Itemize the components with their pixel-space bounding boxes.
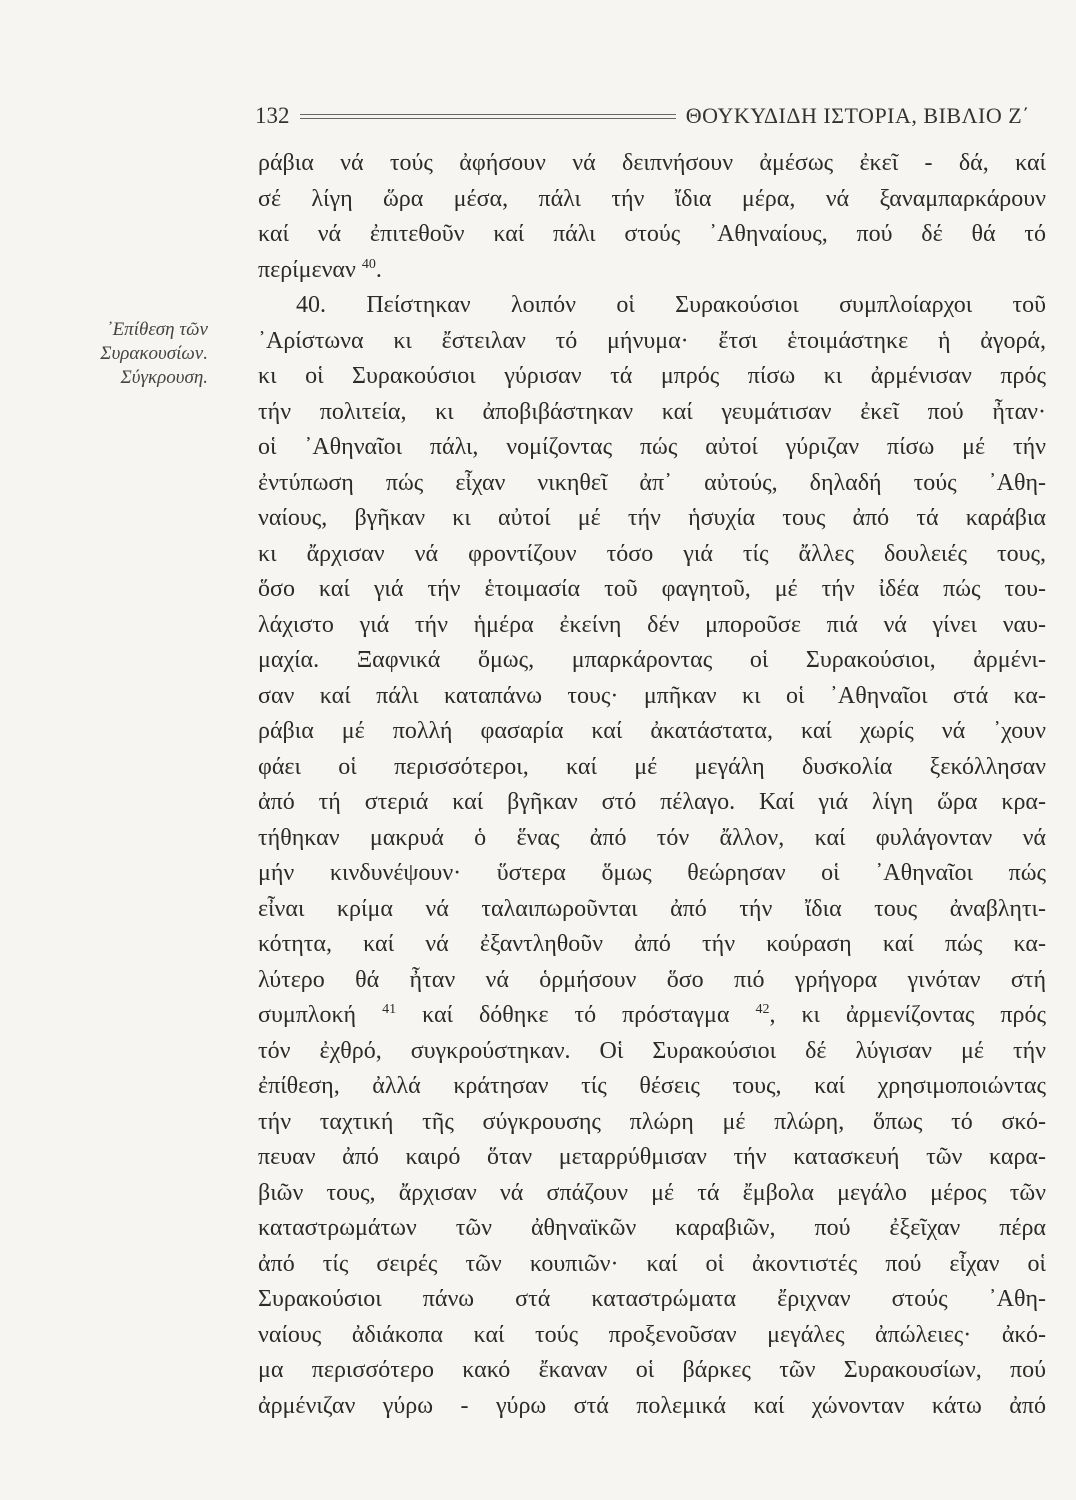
text-line: ἐντύπωση πώς εἶχαν νικηθεῖ ἀπ᾿ αὐτούς, δηλαδή τούς ᾿Αθη- bbox=[258, 469, 1046, 496]
text-line: Συρακούσιοι πάνω στά καταστρώματα ἔριχναν στούς ᾿Αθη- bbox=[258, 1286, 1046, 1312]
text-line: τήθηκαν μακρυά ὁ ἕνας ἀπό τόν ἄλλον, καί φυλάγονταν νά bbox=[258, 824, 1046, 851]
text-line: πευαν ἀπό καιρό ὅταν μεταρρύθμισαν τήν κατασκευή τῶν καρα- bbox=[258, 1144, 1046, 1170]
text-fragment: καί δόθηκε τό πρόσταγμα bbox=[396, 1002, 756, 1028]
text-line: ἀπό τή στεριά καί βγῆκαν στό πέλαγο. Καί γιά λίγη ὥρα κρα- bbox=[258, 789, 1046, 815]
body-text bbox=[258, 146, 1046, 1424]
footnote-ref: 41 bbox=[382, 1002, 397, 1017]
text-line: κι οἱ Συρακούσιοι γύρισαν τά μπρός πίσω κι ἀρμένισαν πρός bbox=[258, 363, 1046, 389]
text-line: σέ λίγη ὥρα μέσα, πάλι τήν ἴδια μέρα, νά ξαναμπαρκάρουν bbox=[258, 185, 1046, 212]
text-line: ἐπίθεση, ἀλλά κράτησαν τίς θέσεις τους, καί χρησιμοποιώντας bbox=[258, 1073, 1046, 1099]
header-rule bbox=[300, 114, 676, 119]
text-line: ὅσο καί γιά τήν ἑτοιμασία τοῦ φαγητοῦ, μέ τήν ἰδέα πώς του- bbox=[258, 576, 1046, 602]
footnote-ref: 40 bbox=[361, 256, 376, 272]
text-line bbox=[258, 253, 1046, 289]
text-line: κι ἄρχισαν νά φροντίζουν τόσο γιά τίς ἄλλες δουλειές τους, bbox=[258, 540, 1046, 567]
text-line: καταστρωμάτων τῶν ἀθηναϊκῶν καραβιῶν, πού ἐξεῖχαν πέρα bbox=[258, 1215, 1046, 1241]
text-line: ναίους, βγῆκαν κι αὐτοί μέ τήν ἡσυχία τους ἀπό τά καράβια bbox=[258, 505, 1046, 531]
text-line: ράβια μέ πολλή φασαρία καί ἀκατάστατα, καί χωρίς νά ᾿χουν bbox=[258, 718, 1046, 744]
margin-note-line: Σύγκρουση. bbox=[120, 367, 208, 388]
text-line: μαχία. Ξαφνικά ὅμως, μπαρκάροντας οἱ Συρακούσιοι, ἀρμένι- bbox=[258, 647, 1046, 673]
text-line: ἀρμένιζαν γύρω - γύρω στά πολεμικά καί χώνονταν κάτω ἀπό bbox=[258, 1392, 1046, 1419]
footnote-ref: 42 bbox=[755, 1002, 770, 1017]
page-header bbox=[255, 96, 1030, 136]
running-title: ΘΟΥΚΥΔΙΔΗ ΙΣΤΟΡΙΑ, ΒΙΒΛΙΟ Ζ΄ bbox=[685, 103, 1030, 128]
text-line: μα περισσότερο κακό ἔκαναν οἱ βάρκες τῶν Συρακουσίων, πού bbox=[258, 1357, 1046, 1383]
text-line: εἶναι κρίμα νά ταλαιπωροῦνται ἀπό τήν ἴδια τους ἀναβλητι- bbox=[258, 895, 1046, 922]
text-line: οἱ ᾿Αθηναῖοι πάλι, νομίζοντας πώς αὐτοί γύριζαν πίσω μέ τήν bbox=[258, 434, 1046, 460]
page-number: 132 bbox=[255, 103, 290, 128]
text-line bbox=[258, 998, 1046, 1034]
text-line: κότητα, καί νά ἐξαντληθοῦν ἀπό τήν κούραση καί πώς κα- bbox=[258, 931, 1046, 957]
text-line: ναίους ἀδιάκοπα καί τούς προξενοῦσαν μεγάλες ἀπώλειες· ἀκό- bbox=[258, 1321, 1046, 1348]
text-fragment: , κι ἀρμενίζοντας πρός bbox=[769, 1002, 1047, 1028]
text-line: ἀπό τίς σειρές τῶν κουπιῶν· καί οἱ ἀκοντιστές πού εἶχαν οἱ bbox=[258, 1250, 1046, 1277]
text-fragment: . bbox=[375, 256, 382, 283]
text-line: ᾿Αρίστωνα κι ἔστειλαν τό μήνυμα· ἔτσι ἑτοιμάστηκε ἡ ἀγορά, bbox=[258, 327, 1046, 354]
text-line: 40. Πείστηκαν λοιπόν οἱ Συρακούσιοι συμπλοίαρχοι τοῦ bbox=[296, 292, 1046, 318]
text-line: σαν καί πάλι καταπάνω τους· μπῆκαν κι οἱ ᾿Αθηναῖοι στά κα- bbox=[258, 682, 1046, 709]
text-line: φάει οἱ περισσότεροι, καί μέ μεγάλη δυσκολία ξεκόλλησαν bbox=[258, 753, 1046, 780]
text-line: βιῶν τους, ἄρχισαν νά σπάζουν μέ τά ἔμβολα μεγάλο μέρος τῶν bbox=[258, 1179, 1046, 1206]
margin-note-line: ᾿Επίθεση τῶν bbox=[106, 319, 208, 340]
text-line: ράβια νά τούς ἀφήσουν νά δειπνήσουν ἀμέσως ἐκεῖ - δά, καί bbox=[258, 150, 1046, 176]
text-line: καί νά ἐπιτεθοῦν καί πάλι στούς ᾿Αθηναίους, πού δέ θά τό bbox=[258, 221, 1046, 247]
text-line: τήν πολιτεία, κι ἀποβιβάστηκαν καί γευμάτισαν ἐκεῖ πού ἦταν· bbox=[258, 398, 1046, 425]
text-line: μήν κινδυνέψουν· ὕστερα ὅμως θεώρησαν οἱ ᾿Αθηναῖοι πώς bbox=[258, 860, 1046, 886]
margin-note-line: Συρακουσίων. bbox=[100, 343, 208, 364]
text-line: τόν ἐχθρό, συγκρούστηκαν. Οἱ Συρακούσιοι δέ λύγισαν μέ τήν bbox=[258, 1037, 1046, 1064]
margin-note bbox=[40, 318, 208, 390]
text-line: λύτερο θά ἦταν νά ὁρμήσουν ὅσο πιό γρήγορα γινόταν στή bbox=[258, 966, 1046, 993]
text-line: λάχιστο γιά τήν ἡμέρα ἐκείνη δέν μποροῦσε πιά νά γίνει ναυ- bbox=[258, 611, 1046, 638]
text-fragment: συμπλοκή bbox=[258, 1002, 357, 1028]
text-fragment: περίμεναν bbox=[258, 256, 356, 283]
text-line: τήν ταχτική τῆς σύγκρουσης πλώρη μέ πλώρη, ὅπως τό σκό- bbox=[258, 1108, 1046, 1135]
